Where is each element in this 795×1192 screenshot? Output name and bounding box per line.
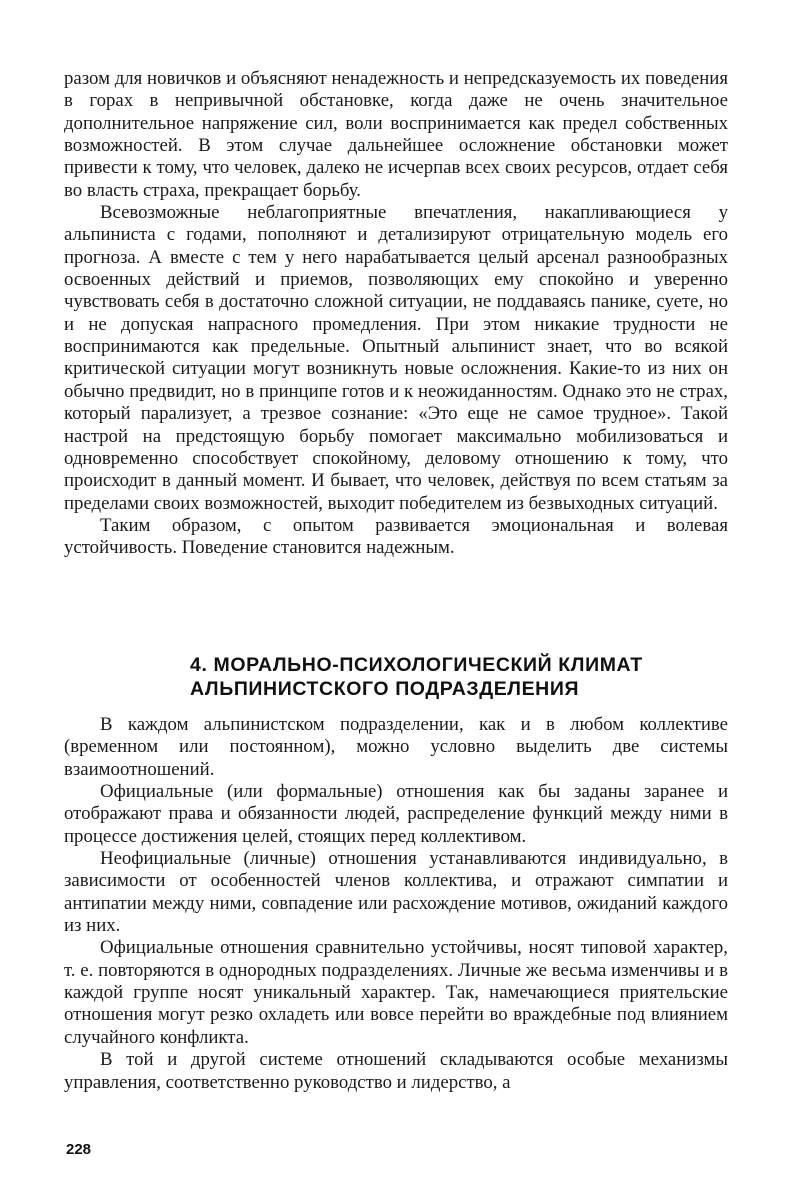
paragraph-continuation: разом для новичков и объясняют ненадежность и непредсказуемость их поведения в горах в непривычной обстановке, когда даже не очень значительное дополнительное напряжение сил, воли воспринимается как предел собственных возможностей. В этом случае дальнейшее осложнение обстановки может привести к тому, что человек, далеко не исчерпав всех своих ресурсов, отдает себя во власть страха, прекращает борьбу.: [64, 68, 728, 201]
paragraph: Неофициальные (личные) отношения устанавливаются индивидуально, в зависимости от особенностей членов коллектива, и отражают симпатии и антипатии между ними, совпадение или расхождение мотивов, ожиданий каждого из них.: [64, 848, 728, 937]
paragraph: Официальные (или формальные) отношения как бы заданы заранее и отображают права и обязанности людей, распределение функций между ними в процессе достижения целей, стоящих перед коллективом.: [64, 781, 728, 847]
section-heading-line-2: АЛЬПИНИСТСКОГО ПОДРАЗДЕЛЕНИЯ: [190, 678, 580, 700]
paragraph: В той и другой системе отношений складываются особые механизмы управления, соответственно руководство и лидерство, а: [64, 1049, 728, 1093]
paragraph: В каждом альпинистском подразделении, как и в любом коллективе (временном или постоянном), можно условно выделить две системы взаимоотношений.: [64, 714, 728, 780]
bottom-text-block: [64, 714, 728, 1094]
paragraph: Таким образом, с опытом развивается эмоциональная и волевая устойчивость. Поведение становится надежным.: [64, 514, 728, 559]
section-heading: [190, 653, 710, 701]
top-text-block: [64, 68, 728, 560]
section-heading-line-1: 4. МОРАЛЬНО-ПСИХОЛОГИЧЕСКИЙ КЛИМАТ: [190, 654, 643, 676]
paragraph: Официальные отношения сравнительно устойчивы, носят типовой характер, т. е. повторяются в однородных подразделениях. Личные же весьма изменчивы и в каждой группе носят уникальный характер. Так, намечающиеся приятельские отношения могут резко охладеть или вовсе перейти во враждебные под влиянием случайного конфликта.: [64, 937, 728, 1048]
paragraph: Всевозможные неблагоприятные впечатления, накапливающиеся у альпиниста с годами, пополняют и детализируют отрицательную модель его прогноза. А вместе с тем у него нарабатывается целый арсенал разнообразных освоенных действий и приемов, позволяющих ему спокойно и уверенно чувствовать себя в достаточно сложной ситуации, не поддаваясь панике, суете, но и не допуская напрасного промедления. При этом никакие трудности не воспринимаются как предельные. Опытный альпинист знает, что во всякой критической ситуации могут возникнуть новые осложнения. Какие-то из них он обычно предвидит, но в принципе готов и к неожиданностям. Однако это не страх, который парализует, а трезвое сознание: «Это еще не самое трудное». Такой настрой на предстоящую борьбу помогает максимально мобилизоваться и одновременно способствует спокойному, деловому отношению к тому, что происходит в данный момент. И бывает, что человек, действуя по всем статьям за пределами своих возможностей, выходит победителем из безвыходных ситуаций.: [64, 202, 728, 514]
page-number: 228: [66, 1141, 92, 1158]
